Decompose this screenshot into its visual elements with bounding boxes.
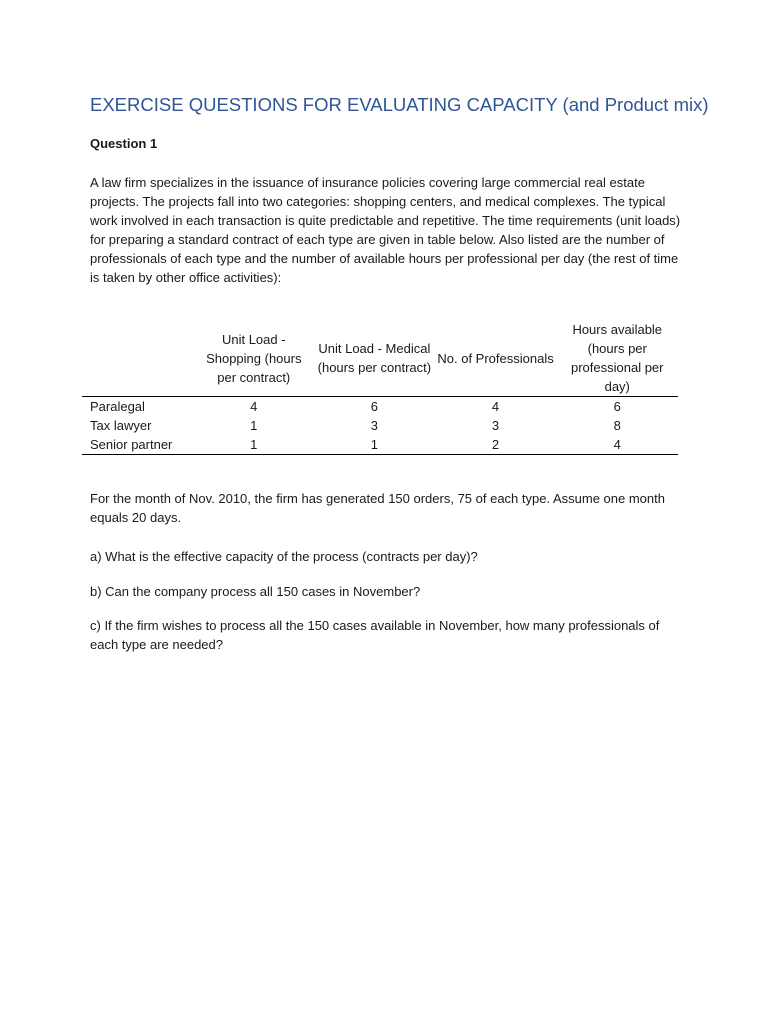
cell-hours: 8 (613, 418, 621, 433)
table-row (82, 435, 678, 455)
header-no-of-professionals: No. of Professionals (435, 320, 557, 397)
row-label: Tax lawyer (90, 418, 152, 433)
cell-medical: 3 (370, 418, 378, 433)
table-row (82, 416, 678, 435)
cell-shopping: 1 (250, 418, 258, 433)
header-unit-load-medical: Unit Load - Medical (hours per contract) (314, 320, 434, 397)
header-hours-available: Hours available (hours per professional per day) (556, 320, 678, 397)
page-title: EXERCISE QUESTIONS FOR EVALUATING CAPACITY (and Product mix) (90, 94, 709, 115)
table-header-row (82, 320, 678, 397)
question-a: a) What is the effective capacity of the process (contracts per day)? (90, 549, 478, 564)
cell-medical: 1 (314, 435, 434, 455)
question-b: b) Can the company process all 150 cases in November? (90, 584, 421, 599)
cell-medical: 6 (370, 399, 378, 414)
cell-shopping: 4 (250, 399, 258, 414)
cell-professionals: 3 (491, 418, 500, 433)
cell-hours: 6 (613, 399, 621, 414)
november-paragraph: For the month of Nov. 2010, the firm has generated 150 orders, 75 of each type. Assume one month equals 20 days. (90, 491, 665, 525)
cell-shopping: 1 (193, 435, 314, 455)
intro-paragraph: A law firm specializes in the issuance of insurance policies covering large commercial real estate projects. The projects fall into two categories: shopping centers, and medical complexes. The typical work involved in each transaction is quite predictable and repetitive. The time requirements (unit loads) for preparing a standard contract of each type are given in table below. Also listed are the number of professionals of each type and the number of available hours per professional per day (the rest of time is taken by other office activities): (90, 175, 681, 285)
question-c: c) If the firm wishes to process all the 150 cases available in November, how many professionals of each type are needed? (90, 618, 660, 652)
header-unit-load-shopping: Unit Load - Shopping (hours per contract) (193, 320, 314, 397)
cell-hours: 4 (556, 435, 678, 455)
header-empty (82, 320, 193, 397)
cell-professionals: 4 (491, 399, 500, 414)
row-label: Senior partner (82, 435, 193, 455)
table-row (82, 397, 678, 417)
row-label: Paralegal (90, 399, 145, 414)
capacity-table (82, 320, 678, 455)
cell-professionals: 2 (435, 435, 557, 455)
question-heading: Question 1 (90, 136, 158, 151)
